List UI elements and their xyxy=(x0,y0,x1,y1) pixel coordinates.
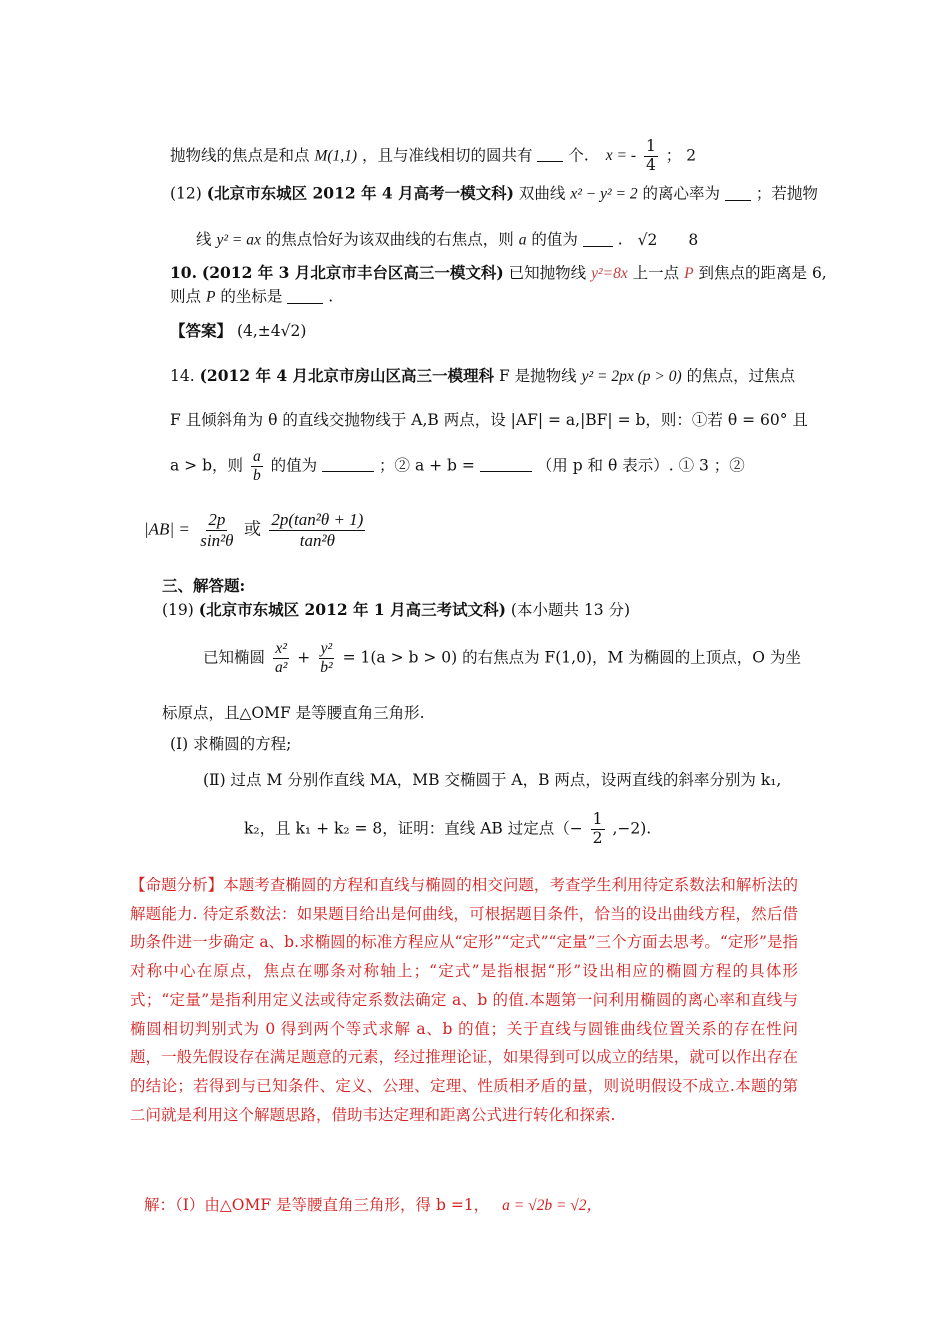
answer-tail: ； 2 xyxy=(665,146,697,165)
q12-line-1 xyxy=(170,184,818,204)
ab-label: |AB| = xyxy=(144,519,190,539)
answer-blank xyxy=(322,456,374,473)
text: 解：（Ⅰ）由△OMF 是等腰直角三角形，得 b =1， xyxy=(144,1196,490,1214)
question-source: (2012 年 3 月北京市丰台区高三一模文科) xyxy=(201,263,504,282)
text: 的值为 xyxy=(270,456,318,475)
denominator: tan²θ xyxy=(299,530,335,550)
question-number: 10. xyxy=(170,263,197,282)
q19-part-2: (Ⅱ) 过点 M 分别作直线 MA，MB 交椭圆于 A，B 两点，设两直线的斜率分别为 k₁, xyxy=(203,771,782,789)
answer-1: √2 xyxy=(637,230,658,249)
numerator: 2p(tan²θ + 1) xyxy=(271,510,364,529)
numerator: x² xyxy=(275,640,287,657)
analysis-paragraph: 【命题分析】本题考查椭圆的方程和直线与椭圆的相交问题，考查学生利用待定系数法和解析法的解题能力. 待定系数法：如果题目给出是何曲线，可根据题目条件，恰当的设出曲线方程，然后借助条件进一步确定 a、b.求椭圆的标准方程应从“定形”“定式”“定量”三个方面去思考。“定形”是指对称中心在原点，焦点在哪条对称轴上；“定式”是指根据“形”设出相应的椭圆方程的具体形式；“定量”是指利用定义法或待定系数法确定 a、b 的值.本题第一问利用椭圆的离心率和直线与椭圆相切判别式为 0 得到两个等式求解 a、b 的值；关于直线与圆锥曲线位置关系的存在性问题，一般先假设存在满足题意的元素，经过推理论证，如果得到可以成立的结果，就可以作出存在的结论；若得到与已知条件、定义、公理、定理、性质相矛盾的量，则说明假设不成立.本题的第二问就是利用这个解题思路，借助韦达定理和距离公式进行转化和探索. xyxy=(130,876,798,1124)
text: 到焦点的距离是 6, xyxy=(698,264,827,282)
text: F 且倾斜角为 θ 的直线交抛物线于 A,B 两点，设 |AF| = a,|BF| = b，则：①若 θ = 60° 且 xyxy=(170,411,808,429)
q10-line-2 xyxy=(170,287,333,307)
q14-line-1 xyxy=(170,367,795,387)
text: 抛物线的焦点是和点 xyxy=(170,146,310,165)
fraction-x xyxy=(273,640,289,677)
numerator: 1 xyxy=(645,137,656,155)
question-number: (19) xyxy=(162,601,194,619)
question-number: 14. xyxy=(170,367,195,385)
point-p: P xyxy=(684,265,694,282)
q19-line-1 xyxy=(203,640,801,677)
answer-2: 8 xyxy=(688,230,699,249)
text: ，且与准线相切的圆共有 xyxy=(362,146,533,165)
q12-line-2 xyxy=(196,230,698,250)
section-title: 三、解答题: xyxy=(162,576,246,595)
answer-blank xyxy=(725,184,751,201)
answer-value: (4,±4√2) xyxy=(236,322,307,340)
equation: x² − y² = 2 xyxy=(570,185,638,203)
text: 个. xyxy=(568,146,589,165)
numerator: 2p xyxy=(208,510,226,529)
answer-blank xyxy=(583,230,613,247)
text: ；若抛物 xyxy=(755,184,818,203)
denominator: a² xyxy=(274,658,288,676)
plus: + xyxy=(297,648,311,667)
q10-answer xyxy=(170,322,306,341)
fraction xyxy=(644,138,658,175)
question-source: (2012 年 4 月北京市房山区高三一模理科 xyxy=(199,366,495,385)
solution-line xyxy=(144,1196,602,1216)
text: . xyxy=(617,230,623,249)
denominator: b xyxy=(252,466,261,484)
answer-x: x = - xyxy=(605,147,637,165)
q14-line-3 xyxy=(170,448,745,485)
numerator: y² xyxy=(320,640,333,657)
points: (本小题共 13 分) xyxy=(510,601,631,619)
q14-ab-formula xyxy=(144,510,368,550)
q14-line-2 xyxy=(170,411,808,430)
text: 的焦点，过焦点 xyxy=(686,367,796,385)
or-text: 或 xyxy=(243,519,261,540)
question-number: (12) xyxy=(170,184,202,203)
text: 已知椭圆 xyxy=(203,648,266,667)
text: 上一点 xyxy=(632,264,680,282)
point-m: M(1,1) xyxy=(314,147,358,165)
text: （用 p 和 θ 表示）. ① 3 ；② xyxy=(536,456,745,475)
text: 线 xyxy=(196,230,212,249)
numerator: 1 xyxy=(592,810,603,828)
q19-part-2-line-2 xyxy=(244,811,651,848)
equation: y² = 2px (p > 0) xyxy=(581,368,682,385)
text: = 1(a > b > 0) 的右焦点为 F(1,0)，M 为椭圆的上顶点，O 为坐 xyxy=(342,648,801,667)
parabola-question-line xyxy=(170,138,696,175)
q19-part-1: (Ⅰ) 求椭圆的方程; xyxy=(170,735,292,753)
answer-blank xyxy=(480,456,532,473)
text: . xyxy=(328,287,334,306)
equation: y² = ax xyxy=(216,231,261,249)
fraction-y xyxy=(318,640,334,677)
text: 的离心率为 xyxy=(642,184,721,203)
text: 的值为 xyxy=(531,230,578,249)
text: 双曲线 xyxy=(518,184,566,203)
answer-label: 【答案】 xyxy=(170,321,233,340)
text: k₂，且 k₁ + k₂ = 8，证明：直线 AB 过定点（− xyxy=(244,819,583,838)
question-source: (北京市东城区 2012 年 4 月高考一模文科) xyxy=(206,183,514,203)
text: 已知抛物线 xyxy=(508,264,587,282)
text: ；② a + b = xyxy=(379,456,475,475)
text: a > b，则 xyxy=(170,456,244,475)
fraction-1 xyxy=(198,510,235,550)
fraction xyxy=(591,811,605,848)
answer-blank xyxy=(537,146,563,163)
text: F 是抛物线 xyxy=(498,367,577,385)
text: 的坐标是 xyxy=(220,287,283,306)
fraction-2 xyxy=(269,510,365,550)
q19-line-2: 标原点，且△OMF 是等腰直角三角形. xyxy=(162,704,425,722)
equation: a = √2b = √2， xyxy=(502,1197,603,1214)
denominator: 2 xyxy=(592,828,603,847)
question-source: (北京市东城区 2012 年 1 月高三考试文科) xyxy=(198,600,506,619)
denominator: sin²θ xyxy=(200,530,234,550)
variable: a xyxy=(518,231,527,249)
q19-header xyxy=(162,601,630,620)
text: ,−2). xyxy=(612,819,652,838)
point-p: P xyxy=(205,288,216,306)
text: 的焦点恰好为该双曲线的右焦点，则 xyxy=(265,230,514,249)
q10-line-1 xyxy=(170,264,827,284)
fraction xyxy=(251,448,263,485)
answer-blank xyxy=(287,287,323,304)
denominator: 4 xyxy=(645,155,656,174)
equation: y²=8x xyxy=(591,265,628,282)
denominator: b² xyxy=(320,658,333,676)
text: 则点 xyxy=(170,287,202,306)
numerator: a xyxy=(252,448,261,465)
